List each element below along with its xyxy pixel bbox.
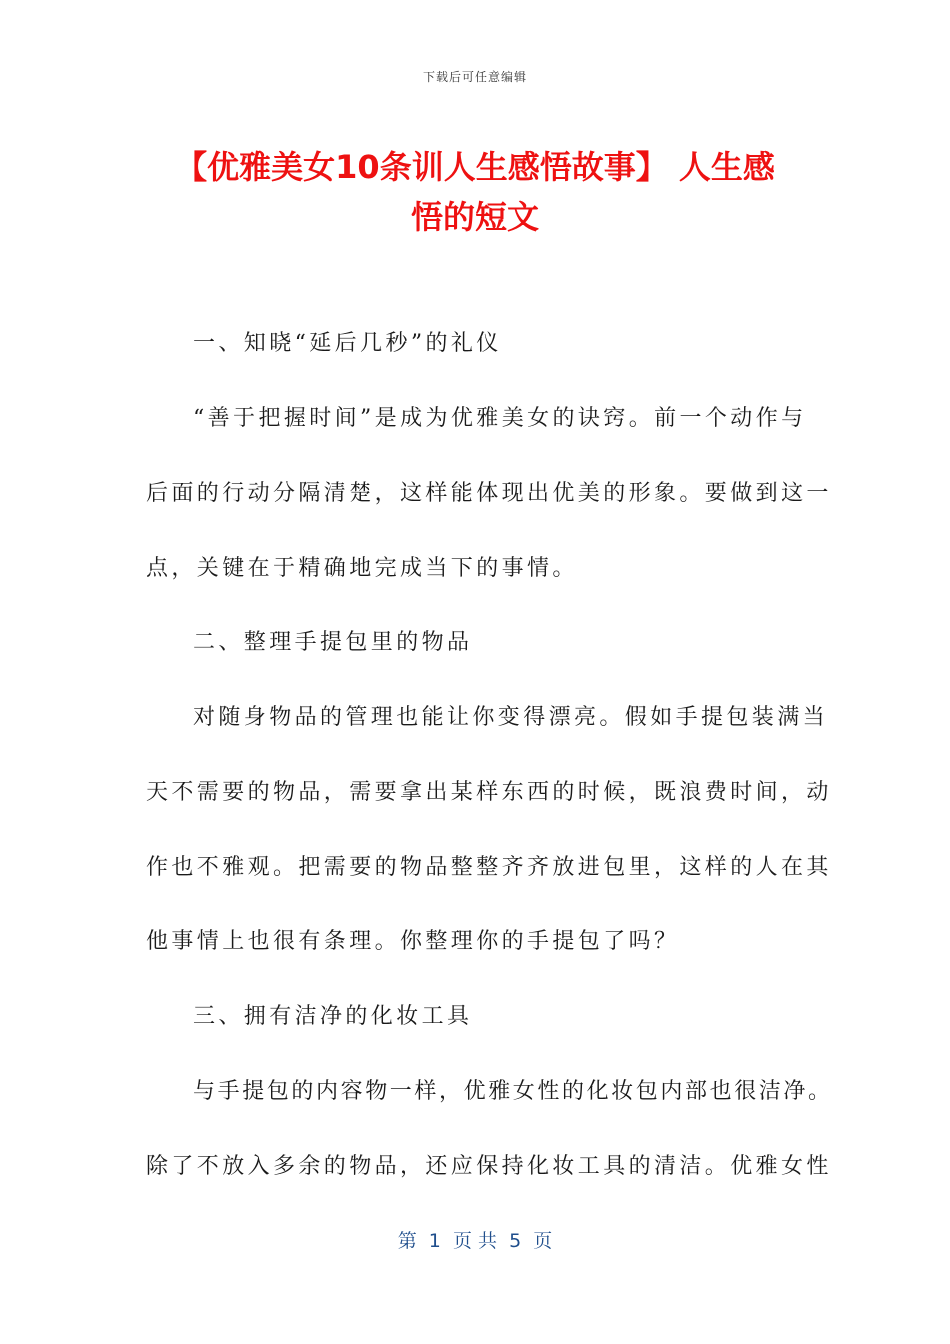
- section-heading-2: 二、整理手提包里的物品: [193, 630, 473, 655]
- document-title-line-2: 悟的短文: [410, 198, 539, 236]
- header-note: 下载后可任意编辑: [422, 70, 527, 84]
- section-heading-1: 一、知晓“延后几秒”的礼仪: [193, 331, 502, 356]
- paragraph-line: 点，关键在于精确地完成当下的事情。: [146, 556, 578, 581]
- document-title-line-1: 【优雅美女10条训人生感悟故事】 人生感: [175, 148, 775, 186]
- document-title: [150, 142, 800, 242]
- paragraph-line: 与手提包的内容物一样，优雅女性的化妆包内部也很洁净。: [193, 1079, 833, 1104]
- paragraph-line: “善于把握时间”是成为优雅美女的诀窍。前一个动作与: [193, 406, 807, 431]
- paragraph-line: 他事情上也很有条理。你整理你的手提包了吗？: [146, 929, 680, 954]
- paragraph-line: 除了不放入多余的物品，还应保持化妆工具的清洁。优雅女性: [146, 1154, 832, 1179]
- paragraph-line: 作也不雅观。把需要的物品整整齐齐放进包里，这样的人在其: [146, 855, 832, 880]
- section-heading-3: 三、拥有洁净的化妆工具: [193, 1004, 473, 1029]
- paragraph-line: 后面的行动分隔清楚，这样能体现出优美的形象。要做到这一: [146, 481, 832, 506]
- paragraph-line: 对随身物品的管理也能让你变得漂亮。假如手提包装满当: [193, 705, 829, 730]
- page-number-footer: 第 1 页 共 5 页: [397, 1230, 553, 1252]
- paragraph-line: 天不需要的物品，需要拿出某样东西的时候，既浪费时间，动: [146, 780, 832, 805]
